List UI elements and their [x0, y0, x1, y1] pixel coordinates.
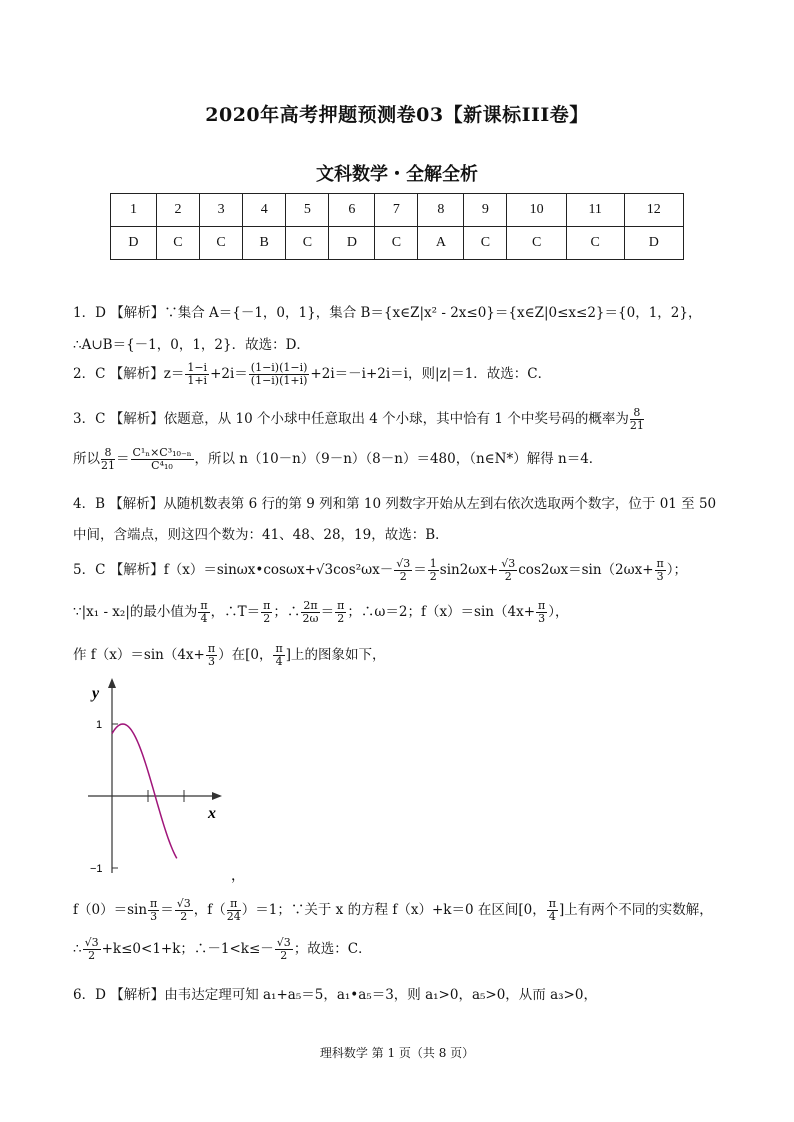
answer-cell: C — [375, 227, 418, 260]
answer-cell: C — [566, 227, 624, 260]
solution-4-line-1: 4．B 【解析】从随机数表第 6 行的第 9 列和第 10 列数字开始从左到右依次选取两个数字，位于 01 至 50 — [73, 496, 717, 512]
page-subtitle: 文科数学・全解全析 — [316, 164, 478, 185]
solution-5-line-5: ∴ $\frac{√3}{2}$ +k≤0<1+k；∴－1<k≤－ $\frac{√3}{2}$ ；故选：C． — [73, 936, 372, 962]
answer-cell: C — [286, 227, 329, 260]
fraction: $\frac{1-i}{1+i}$ — [187, 361, 208, 387]
fraction: $\frac{\pi}{3}$ — [656, 557, 664, 583]
sine-graph — [70, 678, 250, 878]
fraction: $\frac{\pi}{4}$ — [548, 897, 556, 923]
question-number-cell: 12 — [624, 194, 684, 227]
fraction: $\frac{2\pi}{2\omega}$ — [302, 599, 319, 625]
question-number-cell: 9 — [464, 194, 507, 227]
fraction: $\frac{\pi}{3}$ — [207, 642, 216, 668]
fraction: $\frac{√3}{2}$ — [276, 936, 291, 962]
fraction: $\frac{1}{2}$ — [429, 557, 437, 583]
y-tick-label-neg1: −1 — [90, 863, 103, 875]
answer-cell: C — [464, 227, 507, 260]
answer-cell: A — [418, 227, 464, 260]
solution-3-line-1: 3．C 【解析】依题意，从 10 个小球中任意取出 4 个小球，其中恰有 1 个中奖号码的概率为 $\frac{8}{21}$ — [73, 406, 644, 432]
answer-cell: C — [507, 227, 566, 260]
answer-cell: D — [624, 227, 684, 260]
question-number-cell: 5 — [286, 194, 329, 227]
fraction: $\frac{\pi}{4}$ — [200, 599, 208, 625]
answer-table-answer-row — [111, 227, 684, 260]
solution-1-line-2: ∴A∪B＝{－1，0，1，2}．故选：D． — [73, 337, 310, 353]
fraction: $\frac{(1-i)(1-i)}{(1-i)(1+i)}$ — [250, 361, 308, 387]
answer-cell: D — [329, 227, 375, 260]
fraction: $\frac{√3}{2}$ — [501, 557, 516, 583]
question-number-cell: 1 — [111, 194, 157, 227]
question-number-cell: 10 — [507, 194, 566, 227]
answer-cell: B — [243, 227, 286, 260]
answer-table — [110, 193, 684, 260]
fraction: $\frac{√3}{2}$ — [176, 897, 191, 923]
question-number-cell: 4 — [243, 194, 286, 227]
fraction: $\frac{8}{21}$ — [629, 406, 644, 432]
question-number-cell: 3 — [200, 194, 243, 227]
page-title: 2020年高考押题预测卷03【新课标III卷】 — [205, 104, 589, 126]
answer-cell: C — [200, 227, 243, 260]
fraction: $\frac{√3}{2}$ — [84, 936, 99, 962]
solution-6-line-1: 6．D 【解析】由韦达定理可知 a₁+a₅＝5，a₁•a₅＝3，则 a₁>0，a₅>0，从而 a₃>0， — [73, 987, 597, 1003]
x-axis-label: x — [208, 805, 216, 822]
solution-3-line-2: 所以 $\frac{8}{21}$ ＝ $\frac{\text{C¹ₙ×C³₁₀₋ₙ}}{\text{C⁴₁₀}}$ ，所以 n（10－n）（9－n）（8－n）＝480，（n∈N*）解得 n＝4． — [73, 446, 603, 472]
solution-4-line-2: 中间，含端点，则这四个数为：41、48、28，19，故选：B． — [73, 527, 449, 543]
page-footer: 理科数学 第 1 页（共 8 页） — [319, 1046, 475, 1060]
question-number-cell: 8 — [418, 194, 464, 227]
graph-comma: ， — [231, 868, 245, 884]
x-axis-arrow — [212, 792, 222, 800]
solution-1-line-1: 1．D 【解析】∵集合 A＝{－1，0，1}，集合 B＝{x∈Z|x² - 2x≤0}＝{x∈Z|0≤x≤2}＝{0，1，2}， — [73, 305, 702, 321]
y-axis-arrow — [108, 678, 116, 688]
solution-5-line-2: ∵|x₁ - x₂|的最小值为 $\frac{\pi}{4}$ ，∴T＝ $\frac{\pi}{2}$ ；∴ $\frac{2\pi}{2\omega}$ ＝ $\frac{\pi}{2}$ ；∴ω＝2；f（x）＝sin（4x+ $\frac{\pi}{3}$ ）， — [73, 599, 569, 625]
answer-table-number-row — [111, 194, 684, 227]
fraction: $\frac{\pi}{3}$ — [538, 599, 546, 625]
question-number-cell: 6 — [329, 194, 375, 227]
y-axis-label: y — [92, 685, 100, 702]
fraction: $\frac{8}{21}$ — [101, 446, 115, 472]
solution-2-line: 2．C 【解析】z＝ $\frac{1-i}{1+i}$ +2i＝ $\frac{(1-i)(1-i)}{(1-i)(1+i)}$ +2i＝－i+2i＝i，则|z|＝1．故选：C． — [73, 361, 552, 387]
question-number-cell: 7 — [375, 194, 418, 227]
fraction: $\frac{\pi}{2}$ — [263, 599, 271, 625]
fraction: $\frac{\pi}{24}$ — [226, 897, 241, 923]
fraction: $\frac{\pi}{4}$ — [275, 642, 283, 668]
solution-5-line-3: 作 f（x）＝sin（4x+ $\frac{\pi}{3}$ ）在[0， $\frac{\pi}{4}$ ]上的图象如下， — [73, 642, 386, 668]
sine-curve — [112, 724, 177, 858]
answer-cell: C — [156, 227, 199, 260]
solution-5-line-1: 5．C 【解析】f（x）＝sinωx•cosωx+√3cos²ωx－ $\frac{√3}{2}$ ＝ $\frac{1}{2}$ sin2ωx+ $\frac{√3}{2}$ cos2ωx＝sin（2ωx+ $\frac{\pi}{3}$ ）； — [73, 557, 688, 583]
answer-cell: D — [111, 227, 157, 260]
solution-5-line-4: f（0）＝sin $\frac{\pi}{3}$ ＝ $\frac{√3}{2}$ ，f（ $\frac{\pi}{24}$ ）＝1；∵关于 x 的方程 f（x）+k＝0 在区间[0， $\frac{\pi}{4}$ ]上有两个不同的实数解， — [73, 897, 713, 923]
question-number-cell: 2 — [156, 194, 199, 227]
question-number-cell: 11 — [566, 194, 624, 227]
fraction: $\frac{\pi}{3}$ — [150, 897, 158, 923]
fraction: $\frac{\pi}{2}$ — [337, 599, 345, 625]
fraction: $\frac{\text{C¹ₙ×C³₁₀₋ₙ}}{\text{C⁴₁₀}}$ — [132, 446, 192, 472]
y-tick-label-1: 1 — [96, 719, 103, 731]
fraction: $\frac{√3}{2}$ — [396, 557, 411, 583]
